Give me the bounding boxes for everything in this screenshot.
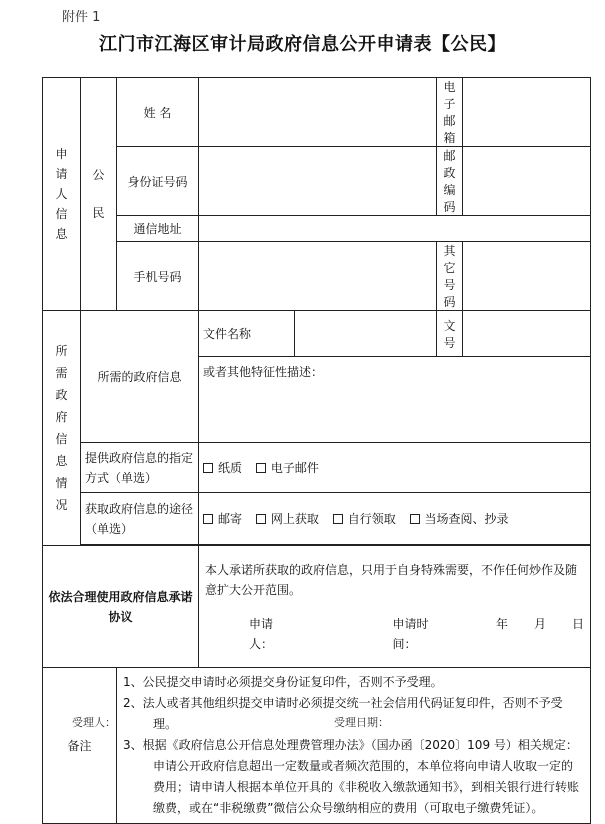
pledge-applicant-label: 申请人： (249, 616, 274, 651)
notes-label: 备注 (43, 668, 117, 824)
phone-label: 手机号码 (117, 242, 199, 311)
notes-content (117, 668, 591, 824)
checkbox-icon[interactable] (333, 514, 343, 524)
obtain-option-mail[interactable]: 邮寄 (203, 510, 242, 527)
note-item: 1、公民提交申请时必须提交身份证复印件，否则不予受理。 (123, 675, 443, 689)
email-label: 电子邮箱 (437, 78, 463, 147)
provide-method-options (199, 443, 591, 493)
application-form (42, 77, 591, 824)
doc-name-field[interactable] (295, 311, 437, 357)
pledge-date-label: 申请时间： (392, 616, 429, 651)
name-label: 姓 名 (117, 78, 199, 147)
doc-name-label: 文件名称 (199, 311, 295, 357)
provide-method-label: 提供政府信息的指定方式（单选） (81, 443, 199, 493)
postcode-label: 邮政编码 (437, 147, 463, 216)
pledge-month-label: 月 (533, 616, 546, 631)
checkbox-icon[interactable] (256, 514, 266, 524)
attachment-label: 附件 1 (62, 10, 101, 25)
obtain-option-online[interactable]: 网上获取 (256, 510, 319, 527)
required-info-label: 所需的政府信息 (81, 311, 199, 443)
obtain-method-label: 获取政府信息的途径（单选） (81, 493, 199, 545)
receive-date-label: 受理日期： (334, 716, 389, 729)
other-phone-field[interactable] (463, 242, 591, 311)
other-phone-label: 其它号码 (437, 242, 463, 311)
phone-field[interactable] (199, 242, 437, 311)
pledge-year-label: 年 (495, 616, 508, 631)
receiver-label: 受理人： (72, 716, 116, 729)
address-label: 通信地址 (117, 216, 199, 242)
other-description-field[interactable] (199, 357, 591, 443)
pledge-label: 依法合理使用政府信息承诺协议 (43, 546, 199, 668)
info-needed-section-label: 所 需 政 府 信 息 情 况 (43, 311, 81, 546)
obtain-option-self-pickup[interactable]: 自行领取 (333, 510, 396, 527)
note-item: 3、根据《政府信息公开信息处理费管理办法》（国办函〔2020〕109 号）相关规定：申请公开政府信息超出一定数量或者频次范围的，本单位将向申请人收取一定的费用；请申请人根据本单位开具的《非税收入缴款通知书》，到相关银行进行转账缴费，或在“非税缴费”微信公众号缴纳相应的费用（可取电子缴费凭证）。 (123, 738, 580, 815)
checkbox-icon[interactable] (203, 514, 213, 524)
doc-number-label: 文号 (437, 311, 463, 357)
pledge-content (199, 546, 591, 668)
postcode-field[interactable] (463, 147, 591, 216)
note-item: 2、法人或者其他组织提交申请时必须提交统一社会信用代码证复印件，否则不予受理。 (123, 696, 563, 731)
applicant-type-label: 公 民 (81, 78, 117, 311)
obtain-method-options (199, 493, 591, 545)
doc-number-field[interactable] (463, 311, 591, 357)
checkbox-icon[interactable] (410, 514, 420, 524)
checkbox-icon[interactable] (256, 463, 266, 473)
provide-option-email[interactable]: 电子邮件 (256, 459, 319, 476)
id-number-label: 身份证号码 (117, 147, 199, 216)
other-description-label: 或者其他特征性描述： (203, 365, 324, 379)
applicant-section-label: 申 请 人 信 息 (43, 78, 81, 311)
form-title: 江门市江海区审计局政府信息公开申请表【公民】 (99, 34, 506, 55)
obtain-option-onsite[interactable]: 当场查阅、抄录 (410, 510, 509, 527)
pledge-signature-row (205, 614, 584, 654)
email-field[interactable] (463, 78, 591, 147)
address-field[interactable] (199, 216, 591, 242)
name-field[interactable] (199, 78, 437, 147)
id-number-field[interactable] (199, 147, 437, 216)
checkbox-icon[interactable] (203, 463, 213, 473)
pledge-text: 本人承诺所获取的政府信息，只用于自身特殊需要，不作任何炒作及随意扩大公开范围。 (205, 562, 578, 597)
pledge-day-label: 日 (571, 616, 584, 631)
provide-option-paper[interactable]: 纸质 (203, 459, 242, 476)
